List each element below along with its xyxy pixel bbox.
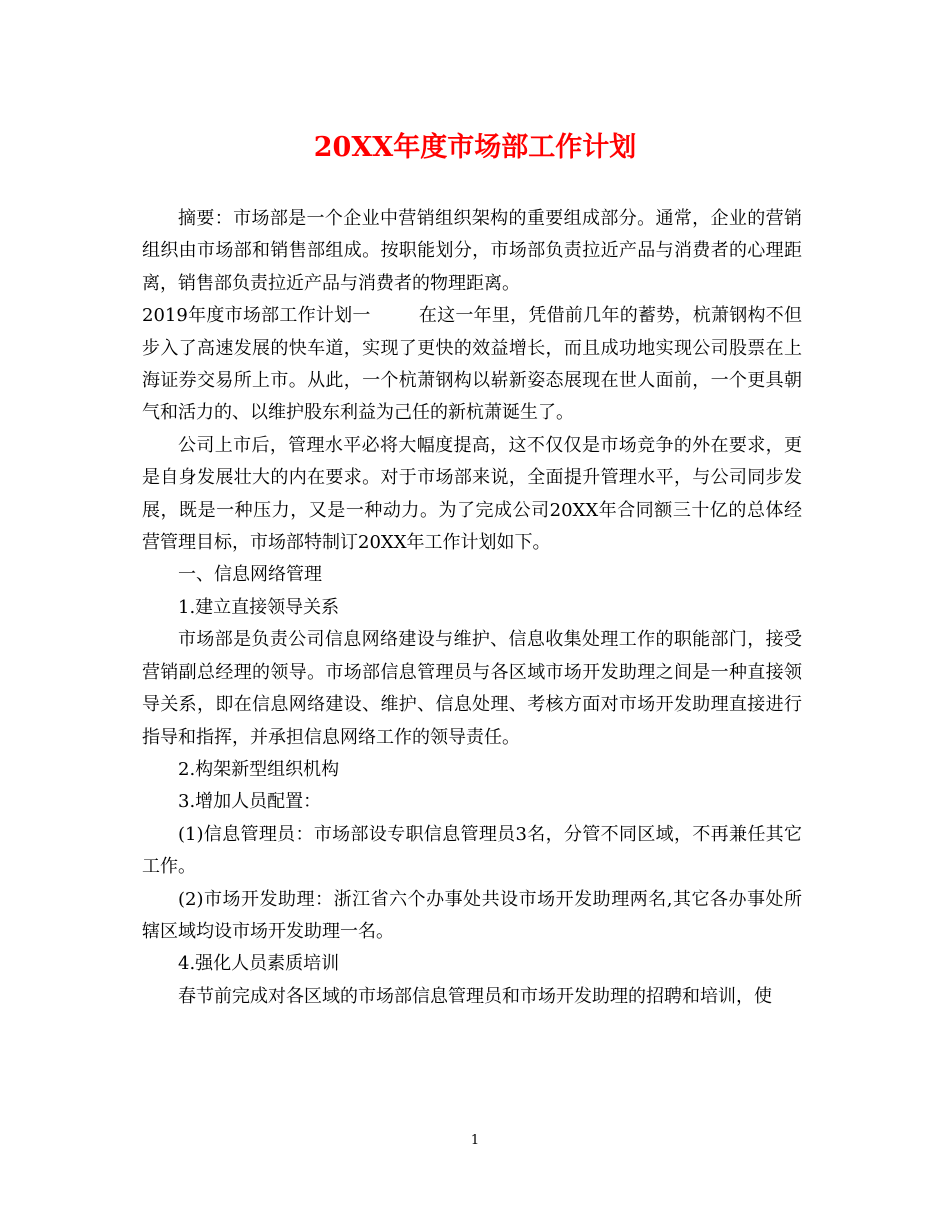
page-number: 1 <box>470 1133 480 1148</box>
body-paragraph: 公司上市后，管理水平必将大幅度提高，这不仅仅是市场竞争的外在要求，更是自身发展壮大的内在要求。对于市场部来说，全面提升管理水平，与公司同步发展，既是一种压力，又是一种动力。为了完成公司20XX年合同额三十亿的总体经营管理目标，市场部特制订20XX年工作计划如下。 <box>142 434 802 554</box>
body-paragraph: 春节前完成对各区域的市场部信息管理员和市场开发助理的招聘和培训，使 <box>178 985 772 1007</box>
intro-label: 2019年度市场部工作计划一 <box>142 305 371 327</box>
section-heading: 一、信息网络管理 <box>178 564 322 586</box>
subsection-heading: 3.增加人员配置： <box>178 791 322 813</box>
intro-paragraph <box>142 300 802 430</box>
document-title: 20XX年度市场部工作计划 <box>313 132 637 163</box>
document-body <box>142 203 802 1013</box>
abstract-paragraph: 摘要：市场部是一个企业中营销组织架构的重要组成部分。通常，企业的营销组织由市场部和销售部组成。按职能划分，市场部负责拉近产品与消费者的心理距离，销售部负责拉近产品与消费者的物理距离。 <box>142 208 802 294</box>
body-paragraph: 市场部是负责公司信息网络建设与维护、信息收集处理工作的职能部门，接受营销副总经理的领导。市场部信息管理员与各区域市场开发助理之间是一种直接领导关系，即在信息网络建设、维护、信息处理、考核方面对市场开发助理直接进行指导和指挥，并承担信息网络工作的领导责任。 <box>142 629 802 748</box>
intro-text: 在这一年里，凭借前几年的蓄势，杭萧钢构不但步入了高速发展的快车道，实现了更快的效益增长，而且成功地实现公司股票在上海证券交易所上市。从此，一个杭萧钢构以崭新姿态展现在世人面前，一个更具朝气和活力的、以维护股东利益为己任的新杭萧诞生了。 <box>142 305 802 424</box>
subsection-heading: 2.构架新型组织机构 <box>178 758 340 780</box>
subsection-heading: 4.强化人员素质培训 <box>178 953 340 975</box>
list-item: (2)市场开发助理：浙江省六个办事处共设市场开发助理两名,其它各办事处所辖区域均设市场开发助理一名。 <box>142 888 802 942</box>
subsection-heading: 1.建立直接领导关系 <box>178 596 340 618</box>
list-item: (1)信息管理员：市场部设专职信息管理员3名，分管不同区域，不再兼任其它工作。 <box>142 823 802 878</box>
